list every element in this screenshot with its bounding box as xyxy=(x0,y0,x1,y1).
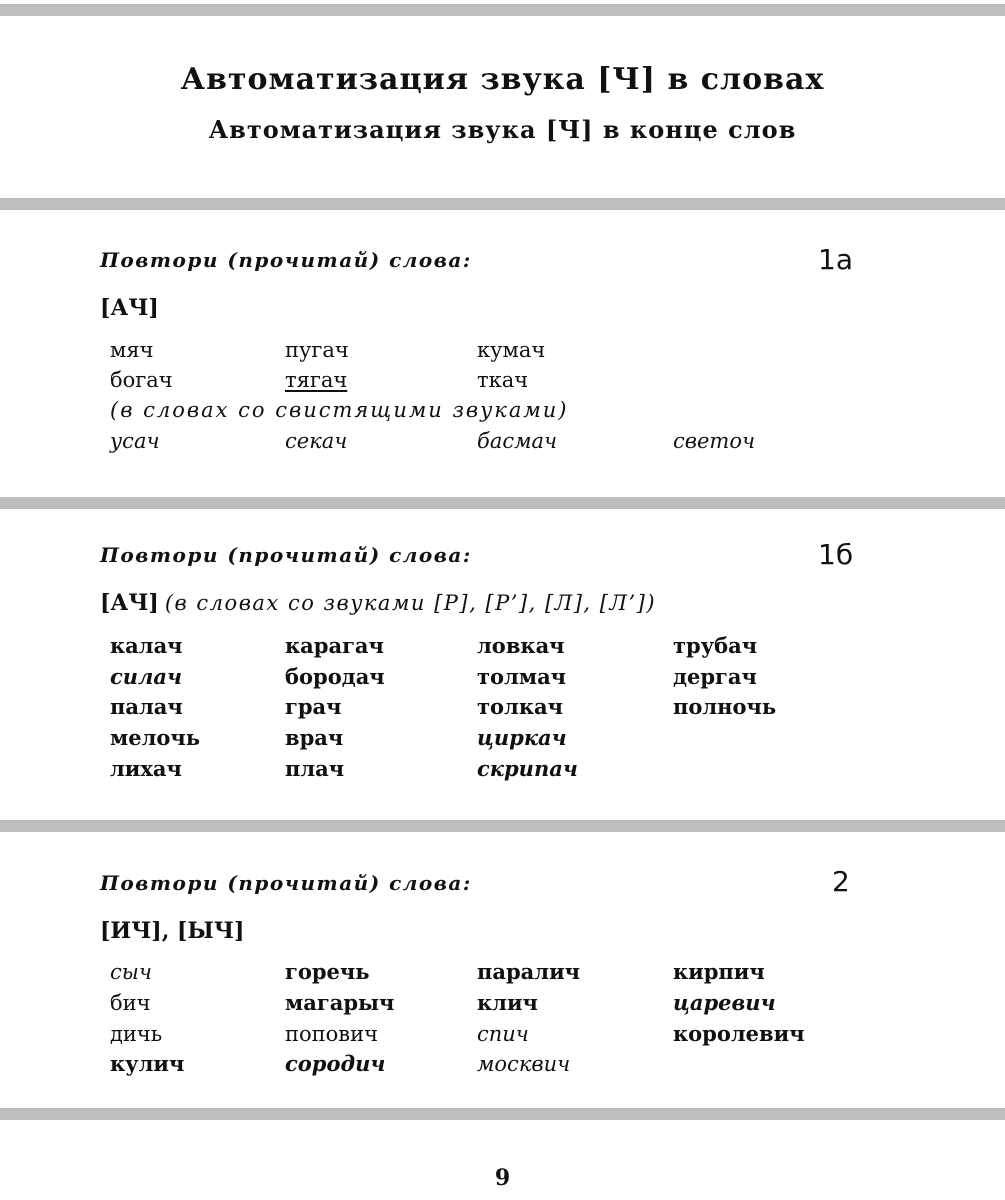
word: грач xyxy=(285,694,342,719)
top-divider xyxy=(0,4,1005,16)
word: скрипач xyxy=(477,756,578,781)
word: москвич xyxy=(477,1052,571,1076)
word: кумач xyxy=(477,338,546,362)
word: калач xyxy=(110,633,183,658)
word: царевич xyxy=(673,990,776,1015)
word: усач xyxy=(110,429,160,453)
sound-note: (в словах со звуками [Р], [Р’], [Л], [Л’]) xyxy=(164,591,657,615)
word: кулич xyxy=(110,1051,185,1076)
word: пугач xyxy=(285,338,349,362)
word: бич xyxy=(110,991,151,1015)
word: врач xyxy=(285,725,344,750)
sound-label-text: [АЧ] xyxy=(100,590,159,616)
word: сородич xyxy=(285,1051,386,1076)
word: плач xyxy=(285,756,345,781)
word: толкач xyxy=(477,694,563,719)
sound-label: [ИЧ], [ЫЧ] xyxy=(100,918,245,944)
word: басмач xyxy=(477,429,558,453)
word: дергач xyxy=(673,664,757,689)
exercise-number: 1б xyxy=(818,538,854,571)
word: светоч xyxy=(673,429,756,453)
exercise-number: 1а xyxy=(818,243,853,276)
word: королевич xyxy=(673,1021,805,1046)
word: клич xyxy=(477,990,538,1015)
word: попович xyxy=(285,1022,378,1046)
sound-label xyxy=(100,590,656,616)
word: ловкач xyxy=(477,633,565,658)
word: палач xyxy=(110,694,183,719)
word: циркач xyxy=(477,725,567,750)
word: магарыч xyxy=(285,990,395,1015)
exercise-number: 2 xyxy=(832,865,850,898)
word-underlined: тягач xyxy=(285,368,348,392)
section-divider-3 xyxy=(0,820,1005,832)
word: богач xyxy=(110,368,173,392)
word: бородач xyxy=(285,664,385,689)
word: мяч xyxy=(110,338,154,362)
word: карагач xyxy=(285,633,384,658)
word: горечь xyxy=(285,959,370,984)
word: секач xyxy=(285,429,348,453)
word: трубач xyxy=(673,633,758,658)
word: мелочь xyxy=(110,725,201,750)
instruction-label: Повтори (прочитай) слова: xyxy=(100,248,472,272)
word: кирпич xyxy=(673,959,765,984)
group-note: (в словах со свистящими звуками) xyxy=(110,398,569,422)
word: ткач xyxy=(477,368,529,392)
section-divider-2 xyxy=(0,497,1005,509)
sound-label: [АЧ] xyxy=(100,295,159,321)
word: сыч xyxy=(110,960,152,984)
instruction-label: Повтори (прочитай) слова: xyxy=(100,871,472,895)
word: толмач xyxy=(477,664,567,689)
word: лихач xyxy=(110,756,182,781)
page-subtitle: Автоматизация звука [Ч] в конце слов xyxy=(208,115,797,144)
word: силач xyxy=(110,664,183,689)
instruction-label: Повтори (прочитай) слова: xyxy=(100,543,472,567)
word: спич xyxy=(477,1022,529,1046)
page-number: 9 xyxy=(494,1165,511,1191)
section-divider-1 xyxy=(0,198,1005,210)
word: дичь xyxy=(110,1022,163,1046)
word: полночь xyxy=(673,694,777,719)
page-title: Автоматизация звука [Ч] в словах xyxy=(180,62,825,97)
section-divider-4 xyxy=(0,1108,1005,1120)
word: паралич xyxy=(477,959,581,984)
